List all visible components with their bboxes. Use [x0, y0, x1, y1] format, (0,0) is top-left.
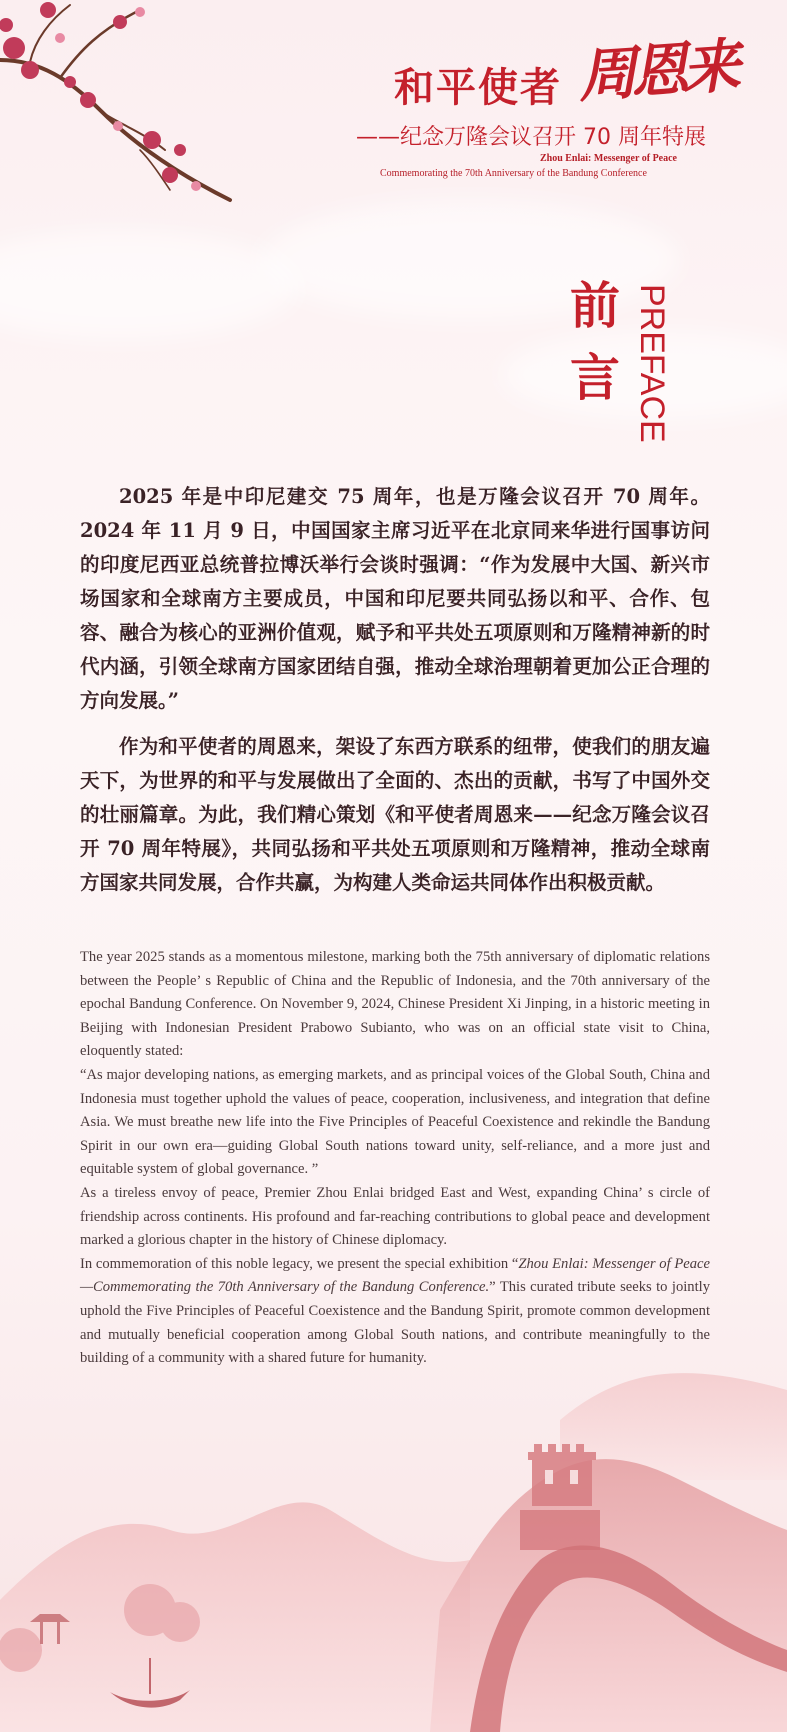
text-span: ” This curated tribute seeks to jointly uphold the Five Principles of Peaceful Coexistence and the Bandung Spirit, promote common development and mutually beneficial cooperation among Global South nations, and contribute meaningfully to the building of a community with a shared future for humanity. — [80, 1279, 711, 1367]
cloud-decoration — [0, 230, 300, 340]
exhibition-title-cn: 和平使者 — [394, 65, 562, 111]
paragraph-en — [80, 1253, 710, 1371]
paragraph-cn: 作为和平使者的周恩来，架设了东西方联系的纽带，使我们的朋友遍天下，为世界的和平与发展做出了全面的、杰出的贡献，书写了中国外交的壮丽篇章。为此，我们精心策划《和平使者周恩来——纪念万隆会议召开 70 周年特展》，共同弘扬和平共处五项原则和万隆精神，推动全球南方国家共同发展，合作共赢，为构建人类命运共同体作出积极贡献。 — [80, 735, 710, 894]
paragraph-en: The year 2025 stands as a momentous milestone, marking both the 75th anniversary of diplomatic relations between the People’ s Republic of China and the Republic of Indonesia, and the 70th anniversary of the epochal Bandung Conference. On November 9, 2024, Chinese President Xi Jinping, in a historic meeting in Beijing with Indonesian President Prabowo Subianto, who was on an official state visit to China, eloquently stated: — [80, 949, 710, 1060]
preface-heading-cn: 前言 — [570, 276, 620, 407]
preface-body-en — [80, 946, 710, 1371]
paragraph-cn: 2025 年是中印尼建交 75 周年，也是万隆会议召开 70 周年。2024 年 11 月 9 日，中国国家主席习近平在北京同来华进行国事访问的印度尼西亚总统普拉博沃举行会谈时强调：“作为发展中大国、新兴市场国家和全球南方主要成员，中国和印尼要共同弘扬以和平、合作、包容、融合为核心的亚洲价值观，赋予和平共处五项原则和万隆精神新的时代内涵，引领全球南方国家团结自强，推动全球治理朝着更加公正合理的方向发展。” — [80, 485, 710, 712]
exhibition-subtitle-en: Commemorating the 70th Anniversary of the Bandung Conference — [380, 168, 647, 179]
paragraph-en: As a tireless envoy of peace, Premier Zhou Enlai bridged East and West, expanding China’ s circle of friendship across continents. His profound and far-reaching contributions to global peace and development marked a glorious chapter in the history of Chinese diplomacy. — [80, 1184, 710, 1249]
text-span: In commemoration of this noble legacy, we present the special exhibition “ — [80, 1255, 519, 1272]
preface-heading-en: PREFACE — [633, 284, 671, 443]
preface-body-cn — [80, 480, 710, 912]
quote-paragraph-en: “As major developing nations, as emerging markets, and as principal voices of the Global South, China and Indonesia must together uphold the values of peace, cooperation, inclusiveness, and integration that define Asia. We must breathe new life into the Five Principles of Peaceful Coexistence and rekindle the Bandung Spirit in our own era—guiding Global South nations toward unity, self-reliance, and a more just and equitable system of global governance. ” — [80, 1066, 710, 1178]
exhibition-title-en: Zhou Enlai: Messenger of Peace — [539, 153, 677, 164]
exhibition-title-italic: Zhou Enlai: Messenger of Peace—Commemorating the 70th Anniversary of the Bandung Conference. — [80, 1255, 710, 1296]
calligraphy-name: 周恩来 — [576, 31, 737, 111]
plum-blossom-branch-icon — [0, 0, 240, 210]
great-wall-landscape-icon — [0, 1360, 787, 1732]
exhibition-subtitle-cn: ——纪念万隆会议召开 70 周年特展 — [356, 125, 706, 150]
